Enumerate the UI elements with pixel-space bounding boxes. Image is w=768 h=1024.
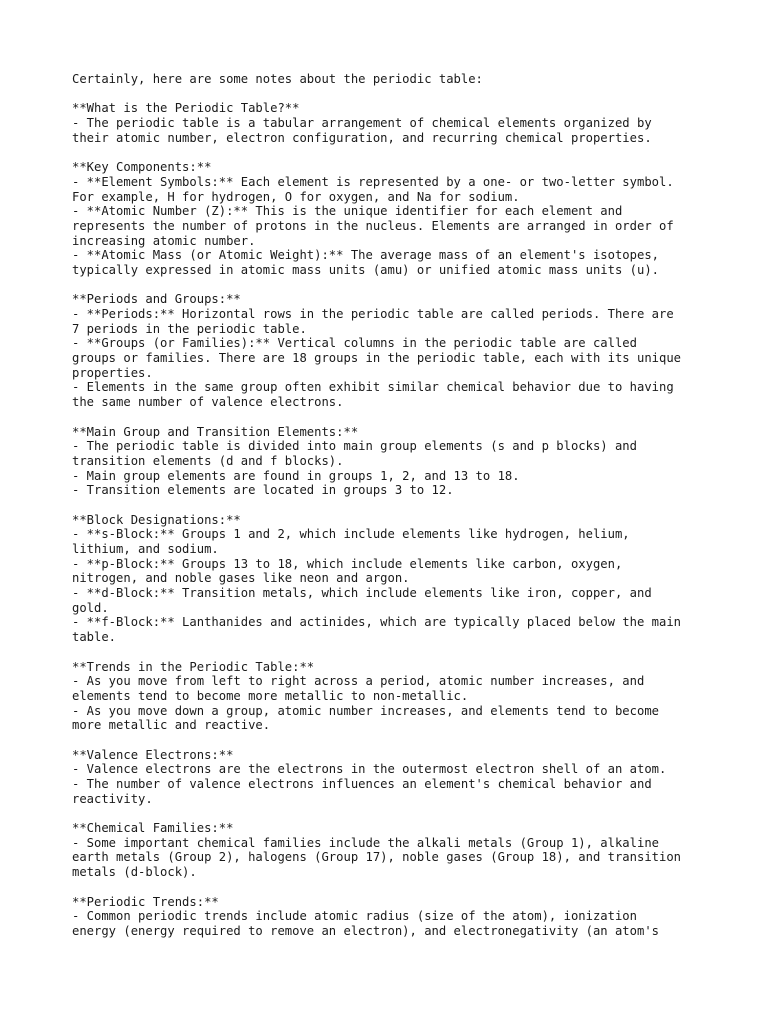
text-line: reactivity. [72,791,153,806]
text-line: metals (d-block). [72,865,197,880]
paragraph-gap [72,733,712,748]
text-line: - As you move from left to right across a period, atomic number increases, and [72,674,645,689]
paragraph-gap [72,145,712,160]
section-heading: **Chemical Families:** [72,821,234,836]
text-line: - **Atomic Mass (or Atomic Weight):** The average mass of an element's isotopes, [72,248,659,263]
paragraph-gap [72,278,712,293]
section-heading: **Trends in the Periodic Table:** [72,659,315,674]
text-line: - **Groups (or Families):** Vertical columns in the periodic table are called [72,336,637,351]
text-line: energy (energy required to remove an electron), and electronegativity (an atom's [72,923,659,938]
section-heading: **Main Group and Transition Elements:** [72,424,359,439]
paragraph-gap [72,410,712,425]
section-heading: **Valence Electrons:** [72,747,234,762]
text-line: 7 periods in the periodic table. [72,321,307,336]
paragraph-main-transition [72,425,712,498]
text-line: - **Periods:** Horizontal rows in the periodic table are called periods. There are [72,307,674,321]
paragraph-what-is [72,101,712,145]
document-page [72,72,712,939]
text-line: gold. [72,600,109,615]
paragraph-key-components [72,160,712,278]
paragraph-gap [72,498,712,513]
text-line: - The periodic table is a tabular arrangement of chemical elements organized by [72,116,652,131]
text-line: - The periodic table is divided into main group elements (s and p blocks) and [72,439,637,454]
text-line: - **d-Block:** Transition metals, which include elements like iron, copper, and [72,586,652,601]
text-line: nitrogen, and noble gases like neon and argon. [72,571,410,586]
paragraph-gap [72,806,712,821]
text-line: - Valence electrons are the electrons in the outermost electron shell of an atom. [72,762,667,777]
text-line: - **p-Block:** Groups 13 to 18, which include elements like carbon, oxygen, [72,556,623,571]
text-line: - As you move down a group, atomic number increases, and elements tend to become [72,703,659,718]
text-line: - Transition elements are located in groups 3 to 12. [72,483,454,498]
section-heading: **Periodic Trends:** [72,894,219,909]
text-line: typically expressed in atomic mass units (amu) or unified atomic mass units (u). [72,262,659,277]
text-line: represents the number of protons in the nucleus. Elements are arranged in order of [72,218,674,233]
section-heading: **Block Designations:** [72,512,241,527]
text-line: their atomic number, electron configuration, and recurring chemical properties. [72,130,652,145]
text-line: - **f-Block:** Lanthanides and actinides, which are typically placed below the main [72,615,682,630]
text-line: - **s-Block:** Groups 1 and 2, which include elements like hydrogen, helium, [72,527,630,542]
text-line: more metallic and reactive. [72,718,271,733]
section-heading: **Key Components:** [72,160,212,175]
paragraph-periods-groups [72,292,712,410]
text-line: groups or families. There are 18 groups in the periodic table, each with its unique [72,351,682,366]
text-line: - **Atomic Number (Z):** This is the unique identifier for each element and [72,204,623,219]
section-heading: **What is the Periodic Table?** [72,101,300,116]
paragraph-periodic-trends [72,895,712,939]
text-line: the same number of valence electrons. [72,395,344,410]
text-line: table. [72,630,117,645]
paragraph-gap [72,880,712,895]
paragraph-gap [72,87,712,102]
text-line: elements tend to become more metallic to non-metallic. [72,688,469,703]
text-line: - Common periodic trends include atomic radius (size of the atom), ionization [72,909,637,924]
text-line: properties. [72,365,153,380]
text-line: - The number of valence electrons influences an element's chemical behavior and [72,777,652,791]
text-line: - Elements in the same group often exhibit similar chemical behavior due to having [72,380,674,395]
text-line: - Main group elements are found in groups 1, 2, and 13 to 18. [72,468,520,483]
paragraph-gap [72,645,712,660]
paragraph-intro [72,72,712,87]
text-line: - Some important chemical families include the alkali metals (Group 1), alkaline [72,835,659,850]
text-line: transition elements (d and f blocks). [72,453,344,468]
text-line: Certainly, here are some notes about the periodic table: [72,72,483,86]
text-line: For example, H for hydrogen, O for oxygen, and Na for sodium. [72,189,520,204]
text-line: - **Element Symbols:** Each element is represented by a one- or two-letter symbol. [72,174,674,189]
text-line: increasing atomic number. [72,233,256,248]
paragraph-chemical-families [72,821,712,880]
text-line: earth metals (Group 2), halogens (Group 17), noble gases (Group 18), and transition [72,850,682,865]
paragraph-valence [72,748,712,807]
section-heading: **Periods and Groups:** [72,292,241,307]
text-line: lithium, and sodium. [72,542,219,556]
paragraph-trends [72,660,712,733]
paragraph-block-designations [72,513,712,645]
